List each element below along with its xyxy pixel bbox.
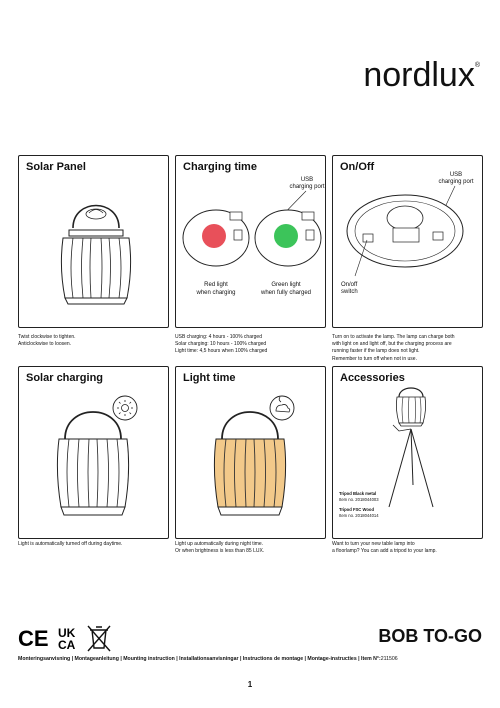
panel-title: On/Off bbox=[340, 161, 375, 173]
panel-title: Solar charging bbox=[26, 372, 104, 384]
usb-label: charging port bbox=[438, 179, 474, 185]
lamp-daytime-illustration bbox=[19, 367, 170, 540]
panel-title: Charging time bbox=[183, 161, 257, 173]
brand-logo: nordlux® bbox=[363, 56, 480, 94]
tripod-wood-label: Tripod FSC Wood bbox=[339, 507, 375, 512]
tripod-black-item: Item no. 2018044003 bbox=[339, 497, 379, 502]
ce-mark: CE bbox=[18, 626, 49, 651]
green-light-label: when fully charged bbox=[260, 290, 312, 296]
panel-title: Accessories bbox=[340, 372, 405, 384]
panel-title: Solar Panel bbox=[26, 161, 86, 173]
footer-text: Monteringsanvisning | Montageanleitung | Mounting instruction | Installationsanvisningar | Instructions de montage | Montage-instructies | Item N°:211506 bbox=[18, 656, 398, 662]
switch-label: On/off bbox=[341, 282, 358, 288]
usb-label: USB bbox=[449, 172, 463, 178]
red-light-label: when charging bbox=[196, 290, 236, 296]
page-number: 1 bbox=[247, 680, 253, 689]
lamp-twist-illustration bbox=[19, 156, 170, 329]
charging-indicator-illustration bbox=[176, 156, 327, 329]
tripod-illustration bbox=[333, 367, 484, 540]
weee-bin-icon bbox=[88, 626, 110, 651]
switch-label: switch bbox=[341, 289, 358, 295]
panel-solar-charging bbox=[18, 366, 169, 539]
lamp-night-illustration bbox=[176, 367, 327, 540]
certification-marks bbox=[18, 624, 128, 654]
ukca-mark: UK bbox=[58, 626, 76, 640]
item-number: 211506 bbox=[380, 656, 398, 662]
panel-accessories bbox=[332, 366, 483, 539]
switch-illustration bbox=[333, 156, 484, 329]
caption-accessories: Want to turn your new table lamp into a floorlamp? You can add a tripod to your lamp. bbox=[332, 541, 437, 555]
product-name: BOB TO-GO bbox=[378, 626, 482, 646]
red-light-label: Red light bbox=[204, 282, 228, 288]
tripod-black-label: Tripod Black metal bbox=[339, 491, 377, 496]
caption-charging-time: USB charging: 4 hours - 100% charged Solar charging: 10 hours - 100% charged Light time: 4,5 hours when 100% charged bbox=[175, 334, 268, 355]
usb-label: charging port bbox=[289, 184, 325, 190]
caption-solar-charging: Light is automatically turned off during daytime. bbox=[18, 541, 123, 547]
caption-solar-panel: Twist clockwise to tighten. Anticlockwise to loosen. bbox=[18, 334, 76, 348]
ukca-mark: CA bbox=[58, 638, 76, 652]
tripod-wood-item: Item no. 2018044014 bbox=[339, 513, 379, 518]
green-light-indicator bbox=[274, 224, 298, 248]
panel-light-time bbox=[175, 366, 326, 539]
caption-on-off: Turn on to activate the lamp. The lamp can charge both with light on and light off, but the charging process are running faster if the lamp does not light. Remember to turn off when not in use. bbox=[332, 334, 455, 362]
red-light-indicator bbox=[202, 224, 226, 248]
panel-title: Light time bbox=[183, 372, 236, 384]
panel-on-off bbox=[332, 155, 483, 328]
panel-solar-panel bbox=[18, 155, 169, 328]
usb-label: USB bbox=[300, 177, 314, 183]
caption-light-time: Light up automatically during night time. Or when brightness is less than 85 LUX. bbox=[175, 541, 265, 555]
panel-charging-time bbox=[175, 155, 326, 328]
green-light-label: Green light bbox=[271, 282, 301, 288]
